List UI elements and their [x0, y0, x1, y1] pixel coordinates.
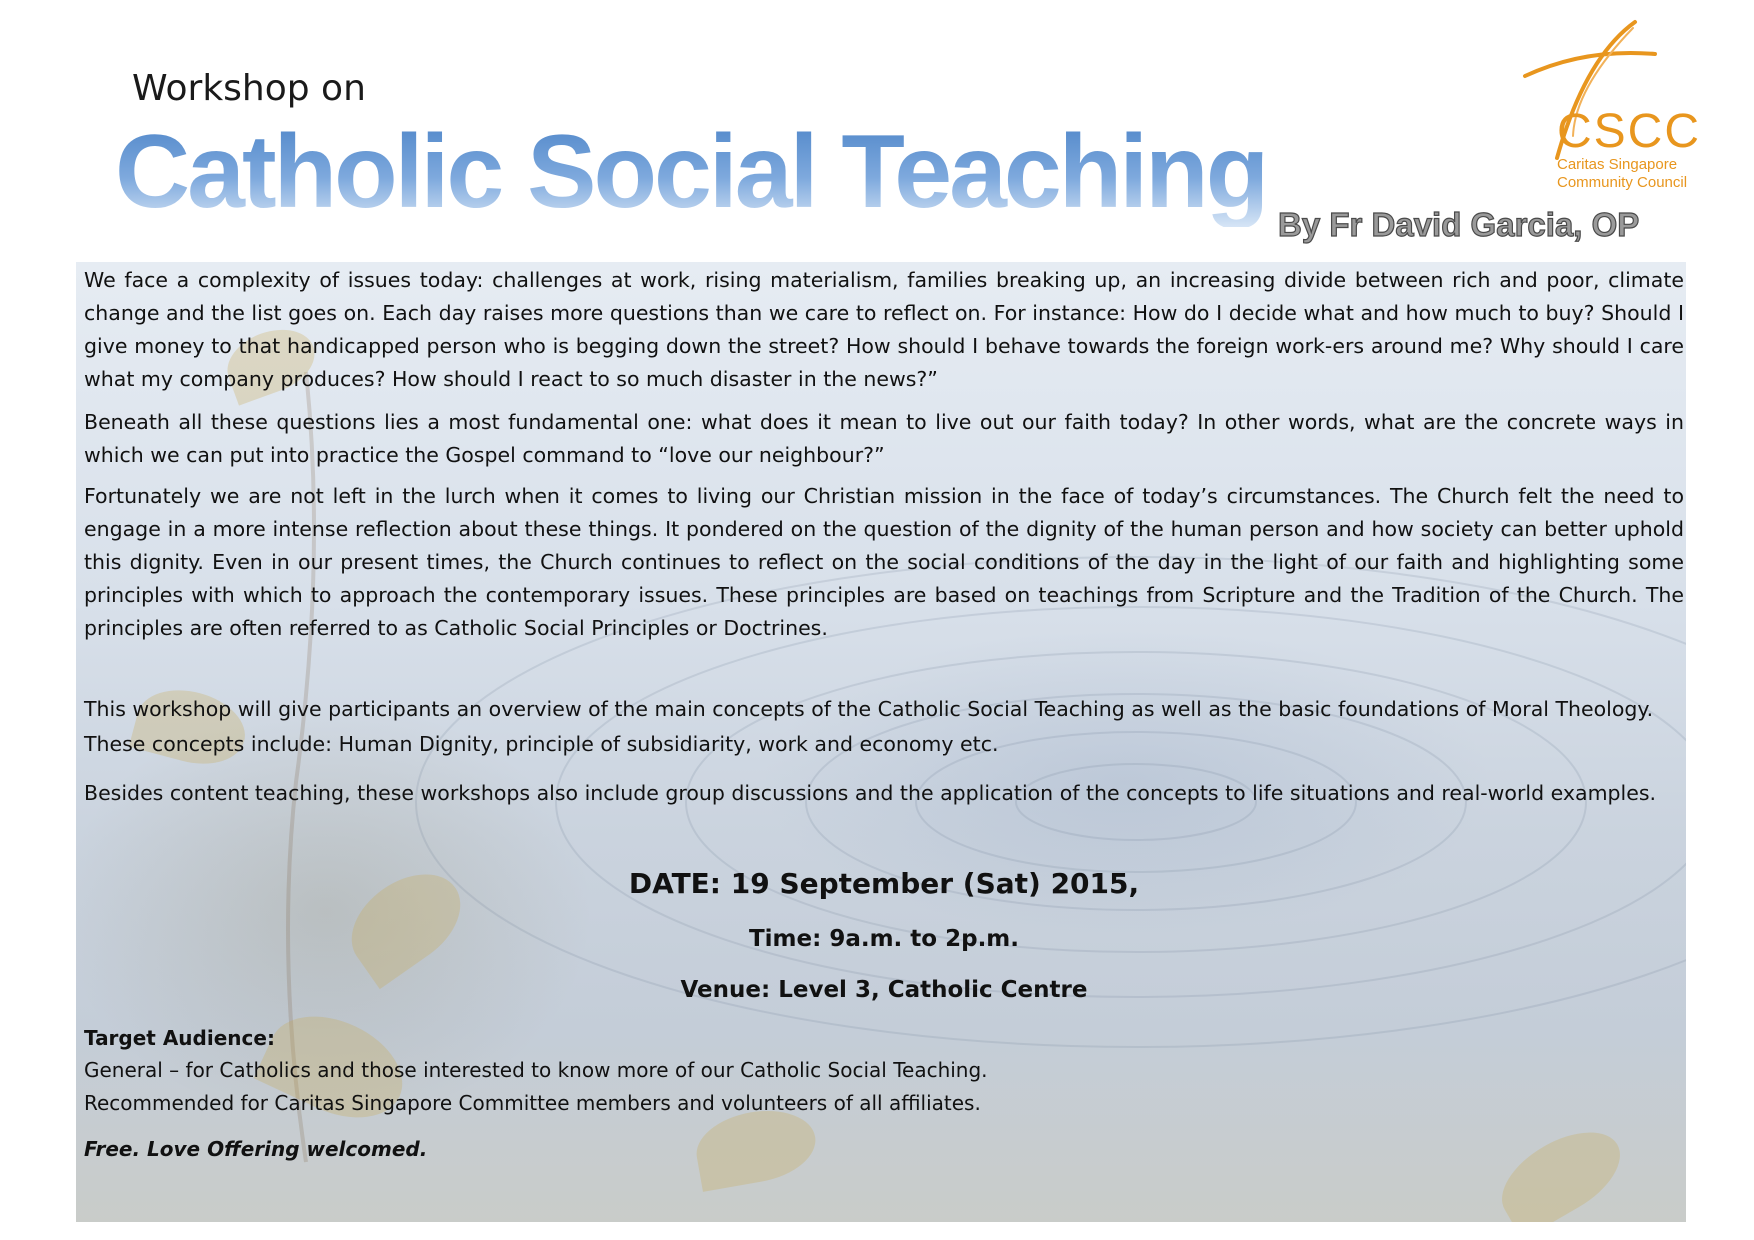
- logo-name-line-1: Caritas Singapore: [1557, 156, 1678, 173]
- content-panel: [76, 262, 1686, 1222]
- cscc-logo: [1515, 18, 1715, 198]
- target-audience-general: General – for Catholics and those interested to know more of our Catholic Social Teaching.: [84, 1058, 988, 1082]
- paragraph-issues: We face a complexity of issues today: challenges at work, rising materialism, families breaking up, an increasing divide between rich and poor, climate change and the list goes on. Each day raises more questions than we care to reflect on. For instance: How do I decide what and how much to buy? Should I give money to that handicapped person who is begging down the street? How should I behave towards the foreign work-ers around me? Why should I care what my company produces? How should I react to so much disaster in the news?”: [84, 268, 1684, 391]
- logo-name-line-2: Community Council: [1557, 174, 1688, 191]
- paragraph-church-reflection: Fortunately we are not left in the lurch when it comes to living our Christian mission in the face of today’s circumstances. The Church felt the need to engage in a more intense reflection about these things. It pondered on the question of the dignity of the human person and how society can better uphold this dignity. Even in our present times, the Church continues to reflect on the social conditions of the day in the light of our faith and highlighting some principles with which to approach the contemporary issues. These principles are based on teachings from Scripture and the Tradition of the Church. The principles are often referred to as Catholic Social Principles or Doctrines.: [84, 484, 1684, 640]
- target-audience-recommended: Recommended for Caritas Singapore Committee members and volunteers of all affiliates.: [84, 1091, 981, 1115]
- offering-note: Free. Love Offering welcomed.: [84, 1137, 428, 1161]
- event-date: DATE: 19 September (Sat) 2015,: [628, 867, 1140, 900]
- event-venue: Venue: Level 3, Catholic Centre: [680, 977, 1088, 1003]
- workshop-subtitle: Workshop on: [132, 68, 366, 109]
- workshop-title: Catholic Social Teaching: [115, 114, 1267, 230]
- paragraph-fundamental-question: Beneath all these questions lies a most fundamental one: what does it mean to live out our faith today? In other words, what are the concrete ways in which we can put into practice the Gospel command to “love our neighbour?”: [84, 410, 1684, 467]
- logo-organization-name: [1557, 156, 1717, 192]
- logo-abbreviation: CSCC: [1557, 105, 1702, 158]
- target-audience-heading: Target Audience:: [84, 1026, 275, 1050]
- event-time: Time: 9a.m. to 2p.m.: [748, 926, 1020, 952]
- paragraph-workshop-format: Besides content teaching, these workshops also include group discussions and the application of the concepts to life situations and real-world examples.: [84, 781, 1657, 805]
- paragraph-workshop-overview: This workshop will give participants an overview of the main concepts of the Catholic Social Teaching as well as the basic foundations of Moral Theology. These concepts include: Human Dignity, principle of subsidiarity, work and economy etc.: [84, 697, 1654, 756]
- speaker-byline: By Fr David Garcia, OP: [1278, 206, 1640, 243]
